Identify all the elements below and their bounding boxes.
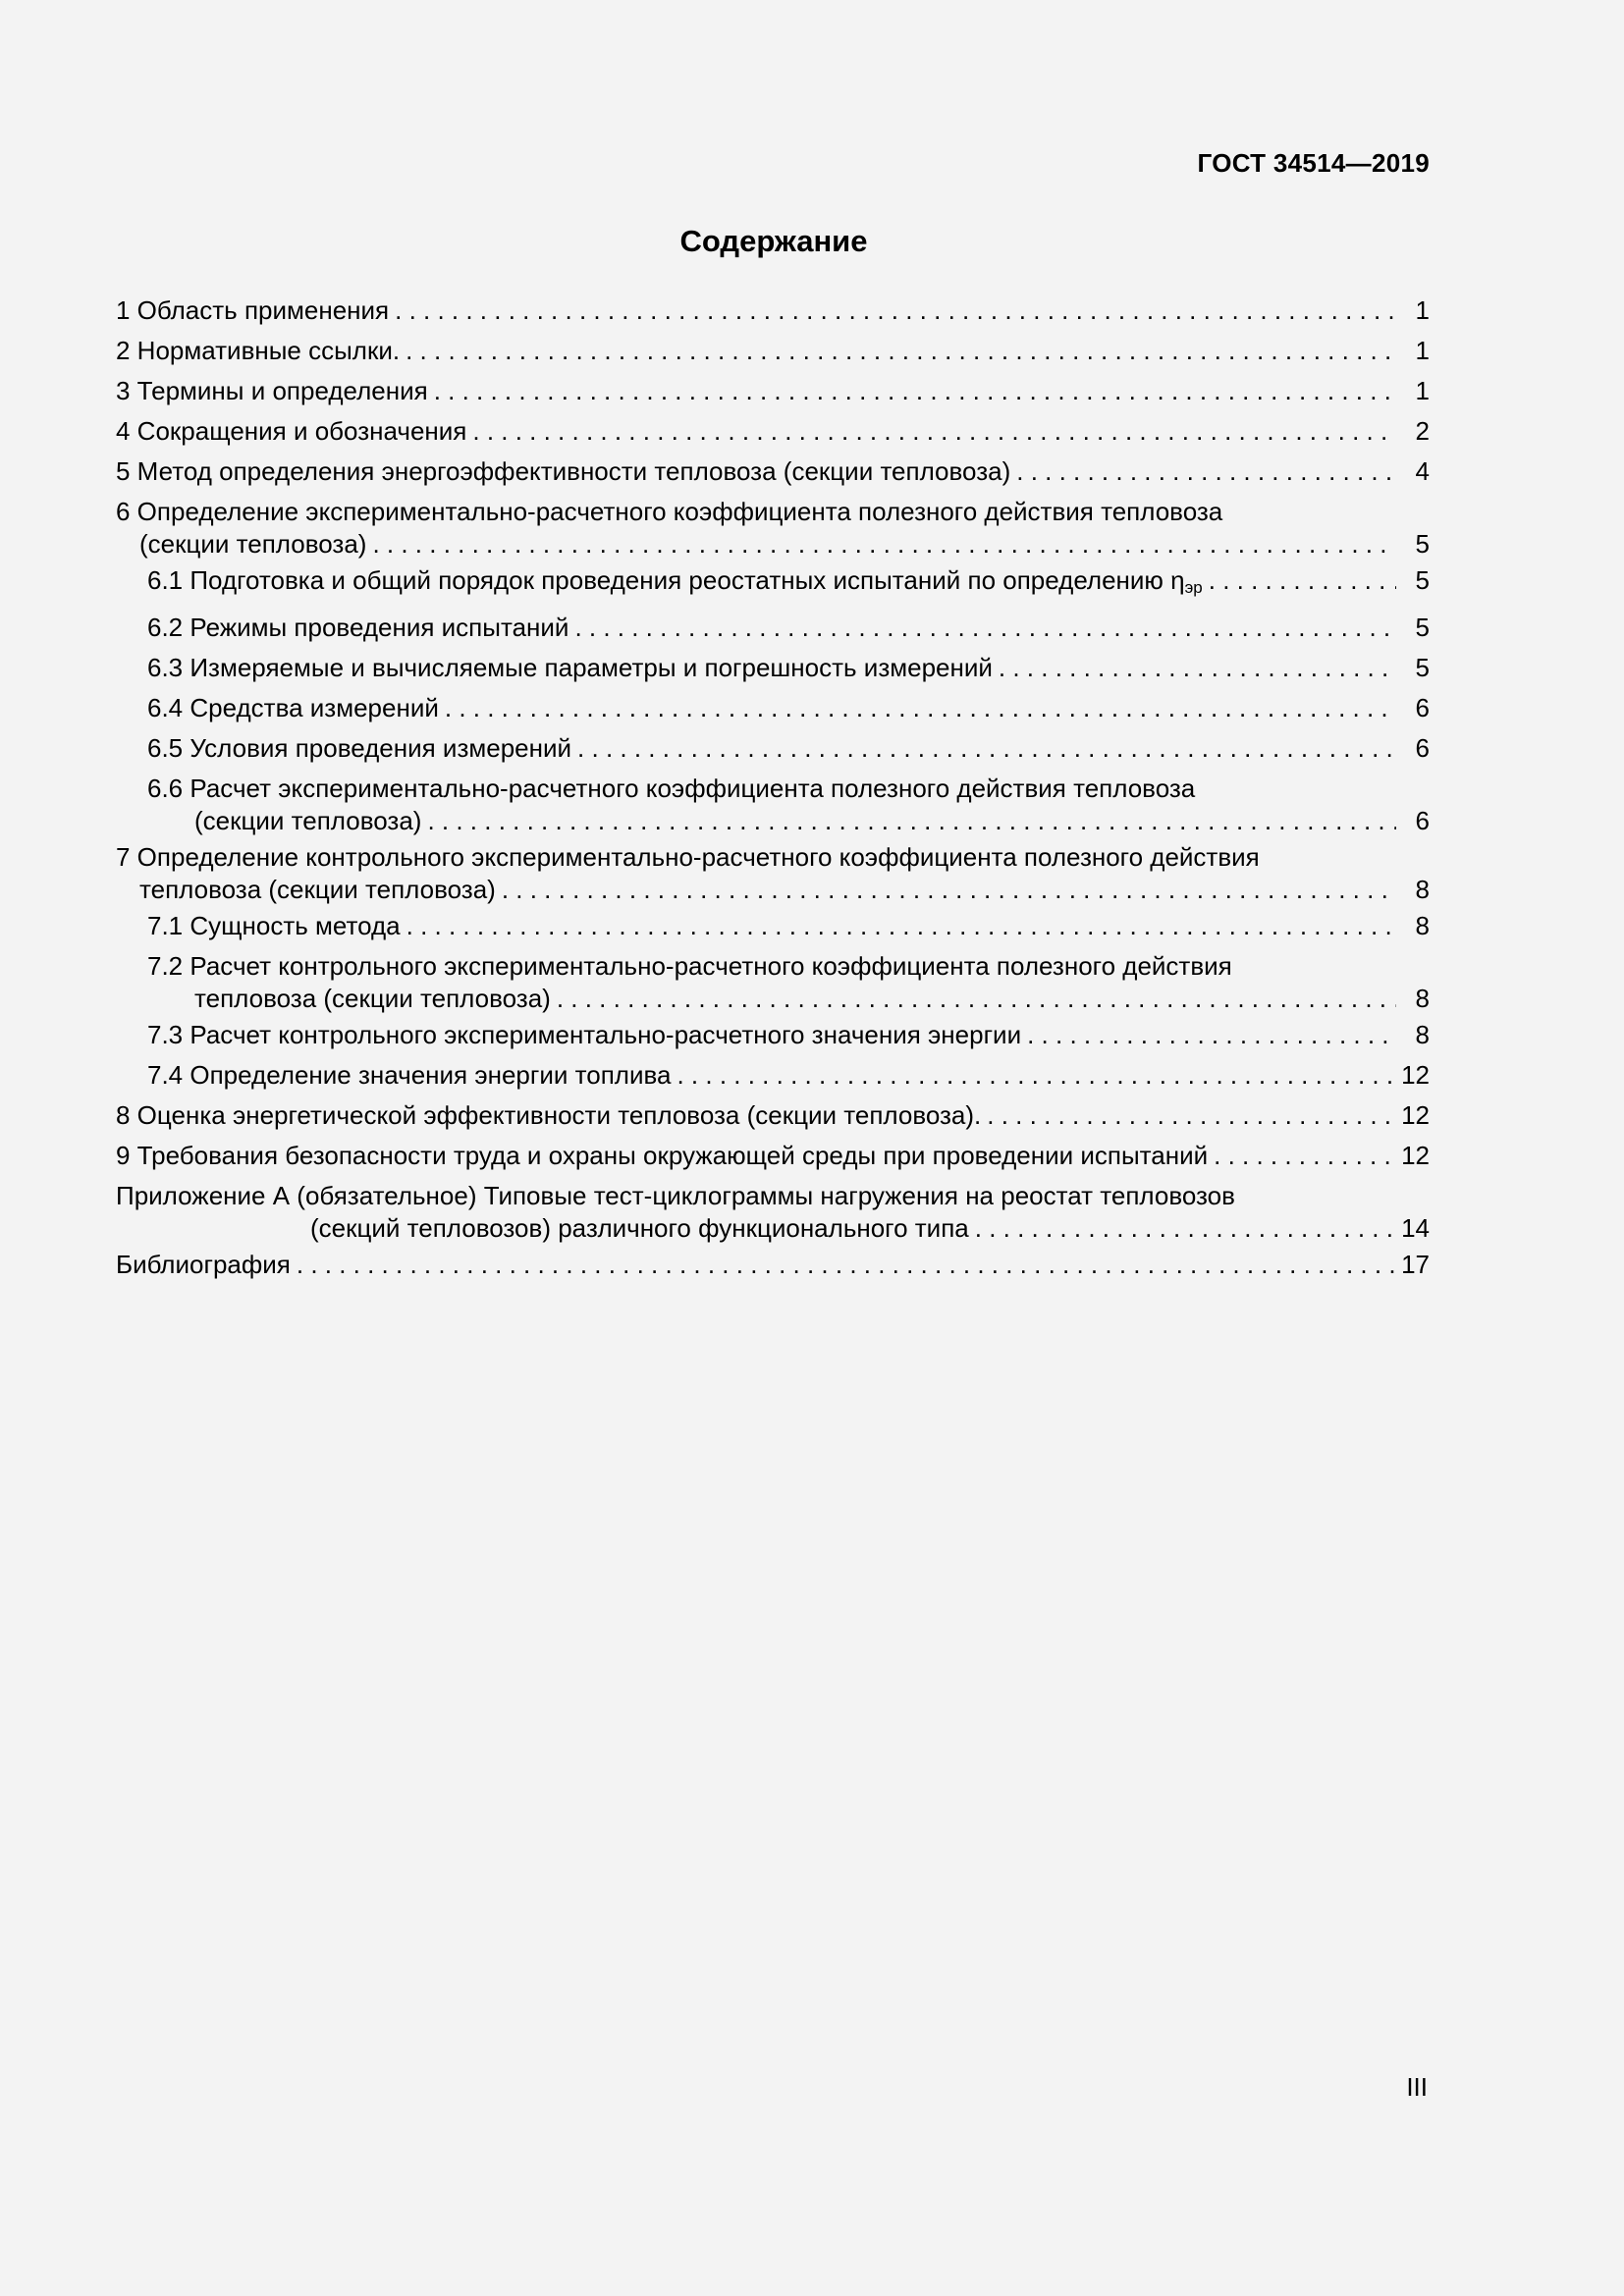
toc-entry-page: 8: [1415, 875, 1430, 904]
toc-entry[interactable]: [116, 950, 1430, 1015]
toc-entry-appendix[interactable]: [116, 1180, 1430, 1245]
toc-entry[interactable]: [116, 1095, 1430, 1136]
toc-entry-text: 4 Сокращения и обозначения: [116, 416, 467, 446]
toc-entry-page: 14: [1401, 1213, 1430, 1243]
toc-entry[interactable]: [116, 1015, 1430, 1055]
toc-entry-text: Приложение А (обязательное) Типовые тест-циклограммы нагружения на реостат тепловозов: [116, 1181, 1235, 1210]
toc-entry-text-continued: тепловоза (секции тепловоза): [194, 984, 551, 1013]
toc-entry[interactable]: [116, 411, 1430, 452]
toc-entry-text: 8 Оценка энергетической эффективности тепловоза (секции тепловоза).: [116, 1100, 982, 1130]
toc-entry-text: 6.3 Измеряемые и вычисляемые параметры и погрешность измерений: [147, 653, 993, 682]
toc-entry[interactable]: [116, 1055, 1430, 1095]
page-number: III: [1406, 2072, 1428, 2102]
toc-entry-page: 8: [1415, 911, 1430, 940]
toc-entry-page: 1: [1415, 295, 1430, 325]
table-of-contents: [116, 291, 1430, 1285]
toc-entry-page: 2: [1415, 416, 1430, 446]
toc-entry-page: 6: [1415, 693, 1430, 722]
toc-entry[interactable]: [116, 331, 1430, 371]
toc-entry[interactable]: [116, 688, 1430, 728]
toc-entry-text: 3 Термины и определения: [116, 376, 428, 405]
toc-entry-page: 5: [1415, 653, 1430, 682]
toc-entry[interactable]: [116, 452, 1430, 492]
toc-entry-page: 4: [1415, 456, 1430, 486]
toc-entry-page: 6: [1415, 733, 1430, 763]
toc-entry-page: 1: [1415, 336, 1430, 365]
toc-entry-text: 6 Определение экспериментально-расчетного коэффициента полезного действия тепловоза: [116, 497, 1223, 526]
toc-entry[interactable]: [116, 291, 1430, 331]
toc-entry[interactable]: [116, 841, 1430, 906]
toc-entry-text: 6.2 Режимы проведения испытаний: [147, 613, 569, 642]
toc-entry-page: 5: [1415, 565, 1430, 595]
toc-entry[interactable]: [116, 561, 1430, 608]
toc-entry-text: 1 Область применения: [116, 295, 390, 325]
toc-entry-text: 6.6 Расчет экспериментально-расчетного коэффициента полезного действия тепловоза: [147, 774, 1196, 803]
toc-entry-page: 12: [1401, 1060, 1430, 1090]
toc-entry[interactable]: [116, 728, 1430, 769]
toc-entry-text: 2 Нормативные ссылки.: [116, 336, 401, 365]
toc-entry-text: Библиография: [116, 1250, 291, 1279]
toc-entry-text-continued: (секции тепловоза): [194, 806, 422, 835]
toc-entry-page: 8: [1415, 984, 1430, 1013]
toc-entry-page: 17: [1401, 1250, 1430, 1279]
toc-entry[interactable]: [116, 1136, 1430, 1176]
toc-entry-text-continued: (секций тепловозов) различного функционального типа: [310, 1213, 969, 1243]
toc-entry-text: 6.1 Подготовка и общий порядок проведения реостатных испытаний по определению η: [147, 565, 1185, 595]
toc-entry-text: 7.3 Расчет контрольного экспериментально-расчетного значения энергии: [147, 1020, 1022, 1049]
toc-entry-text: 7.4 Определение значения энергии топлива: [147, 1060, 672, 1090]
toc-entry-text-continued: тепловоза (секции тепловоза): [139, 875, 496, 904]
toc-entry-page: 12: [1401, 1100, 1430, 1130]
toc-entry-page: 8: [1415, 1020, 1430, 1049]
toc-title: Содержание: [679, 224, 868, 258]
toc-entry[interactable]: [116, 906, 1430, 946]
document-code: ГОСТ 34514—2019: [1197, 148, 1430, 178]
toc-entry[interactable]: [116, 608, 1430, 648]
toc-entry-text-continued: (секции тепловоза): [139, 529, 367, 559]
toc-entry-text: 5 Метод определения энергоэффективности тепловоза (секции тепловоза): [116, 456, 1011, 486]
toc-entry-page: 5: [1415, 613, 1430, 642]
toc-entry-text: 6.5 Условия проведения измерений: [147, 733, 572, 763]
toc-entry-text: 6.4 Средства измерений: [147, 693, 439, 722]
toc-entry[interactable]: [116, 648, 1430, 688]
toc-entry[interactable]: [116, 773, 1430, 837]
toc-entry-page: 12: [1401, 1141, 1430, 1170]
toc-entry-subscript: эр: [1184, 578, 1203, 597]
toc-entry-text: 7 Определение контрольного экспериментально-расчетного коэффициента полезного действия: [116, 842, 1260, 872]
toc-entry-text: 9 Требования безопасности труда и охраны окружающей среды при проведении испытаний: [116, 1141, 1209, 1170]
toc-entry[interactable]: [116, 496, 1430, 561]
toc-entry-page: 1: [1415, 376, 1430, 405]
toc-entry-page: 6: [1415, 806, 1430, 835]
toc-entry-text: 7.2 Расчет контрольного экспериментально-расчетного коэффициента полезного действия: [147, 951, 1232, 981]
toc-entry-bibliography[interactable]: [116, 1245, 1430, 1285]
toc-entry[interactable]: [116, 371, 1430, 411]
toc-entry-text: 7.1 Сущность метода: [147, 911, 401, 940]
toc-entry-page: 5: [1415, 529, 1430, 559]
